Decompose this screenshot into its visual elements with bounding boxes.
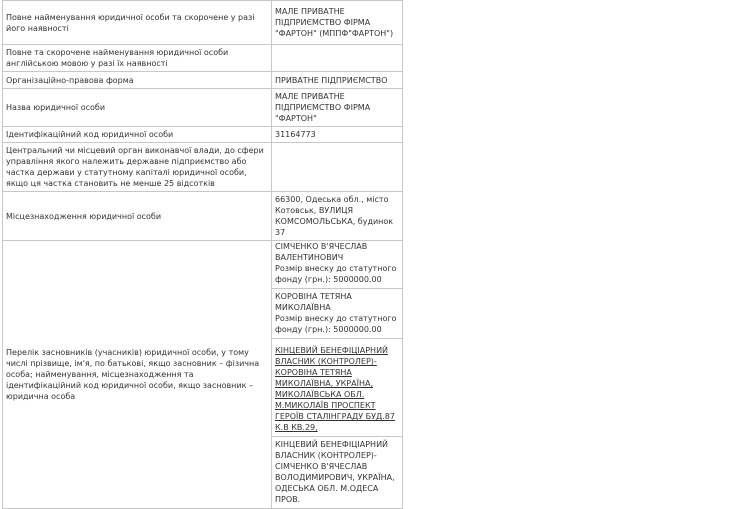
founder-contribution: Розмір внеску до статутного фонду (грн.): 5000000.00 [275, 314, 397, 334]
table-row [3, 143, 403, 192]
row-value: МАЛЕ ПРИВАТНЕ ПІДПРИЄМСТВО ФІРМА "ФАРТОН" [272, 89, 403, 127]
table-row [3, 89, 403, 127]
row-value: 31164773 [272, 127, 403, 143]
beneficiary-entry [272, 437, 402, 508]
beneficiary-text: КІНЦЕВИЙ БЕНЕФІЦІАРНИЙ ВЛАСНИК (КОНТРОЛЕР)- КОРОВІНА ТЕТЯНА МИКОЛАЇВНА, УКРАЇНА, МИКОЛАЇВСЬКА ОБЛ. М.МИКОЛАЇВ ПРОСПЕКТ ГЕРОЇВ СТАЛІНГРАДУ БУД.87 К.В КВ.29, [275, 346, 395, 432]
founder-name: СІМЧЕНКО В'ЯЧЕСЛАВ ВАЛЕНТИНОВИЧ [275, 242, 368, 262]
founders-label: Перелік засновників (учасників) юридичної особи, у тому числі прізвище, ім'я, по батькові, якщо засновник – фізична особа; найменування, місцезнаходження та ідентифікаційний код юридичної особи, якщо засновник – юридична особа [3, 241, 272, 509]
beneficiary-entry [272, 339, 402, 437]
row-value [272, 45, 403, 72]
row-label: Організаційно-правова форма [3, 72, 272, 89]
row-value: МАЛЕ ПРИВАТНЕ ПІДПРИЄМСТВО ФІРМА "ФАРТОН" (МППФ"ФАРТОН") [272, 1, 403, 45]
table-row [3, 45, 403, 72]
table-row [3, 192, 403, 241]
row-label: Місцезнаходження юридичної особи [3, 192, 272, 241]
founder-name: КОРОВІНА ТЕТЯНА МИКОЛАЇВНА [275, 292, 352, 312]
row-value [272, 143, 403, 192]
founder-entry [272, 239, 402, 289]
row-label: Центральний чи місцевий орган виконавчої влади, до сфери управління якого належить державне підприємство або частка держави у статутному капіталі юридичної особи, якщо ця частка становить не менше 25 відсотків [3, 143, 272, 192]
row-label: Повне та скорочене найменування юридичної особи англійською мовою у разі їх наявності [3, 45, 272, 72]
row-label: Повне найменування юридичної особи та скорочене у разі його наявності [3, 1, 272, 45]
registry-table [2, 0, 403, 509]
row-value: 66300, Одеська обл., місто Котовськ, ВУЛИЦЯ КОМСОМОЛЬСЬКА, будинок 37 [272, 192, 403, 241]
founder-contribution: Розмір внеску до статутного фонду (грн.): 5000000.00 [275, 264, 397, 284]
beneficiary-text: КІНЦЕВИЙ БЕНЕФІЦІАРНИЙ ВЛАСНИК (КОНТРОЛЕР)- СІМЧЕНКО В'ЯЧЕСЛАВ ВОЛОДИМИРОВИЧ, УКРАЇНА, ОДЕСЬКА ОБЛ. М.ОДЕСА ПРОВ. [275, 440, 395, 504]
row-label: Ідентифікаційний код юридичної особи [3, 127, 272, 143]
table-row [3, 1, 403, 45]
founders-list [272, 241, 403, 509]
founder-entry [272, 289, 402, 339]
table-row [3, 241, 403, 509]
row-value: ПРИВАТНЕ ПІДПРИЄМСТВО [272, 72, 403, 89]
table-row [3, 127, 403, 143]
table-row [3, 72, 403, 89]
row-label: Назва юридичної особи [3, 89, 272, 127]
